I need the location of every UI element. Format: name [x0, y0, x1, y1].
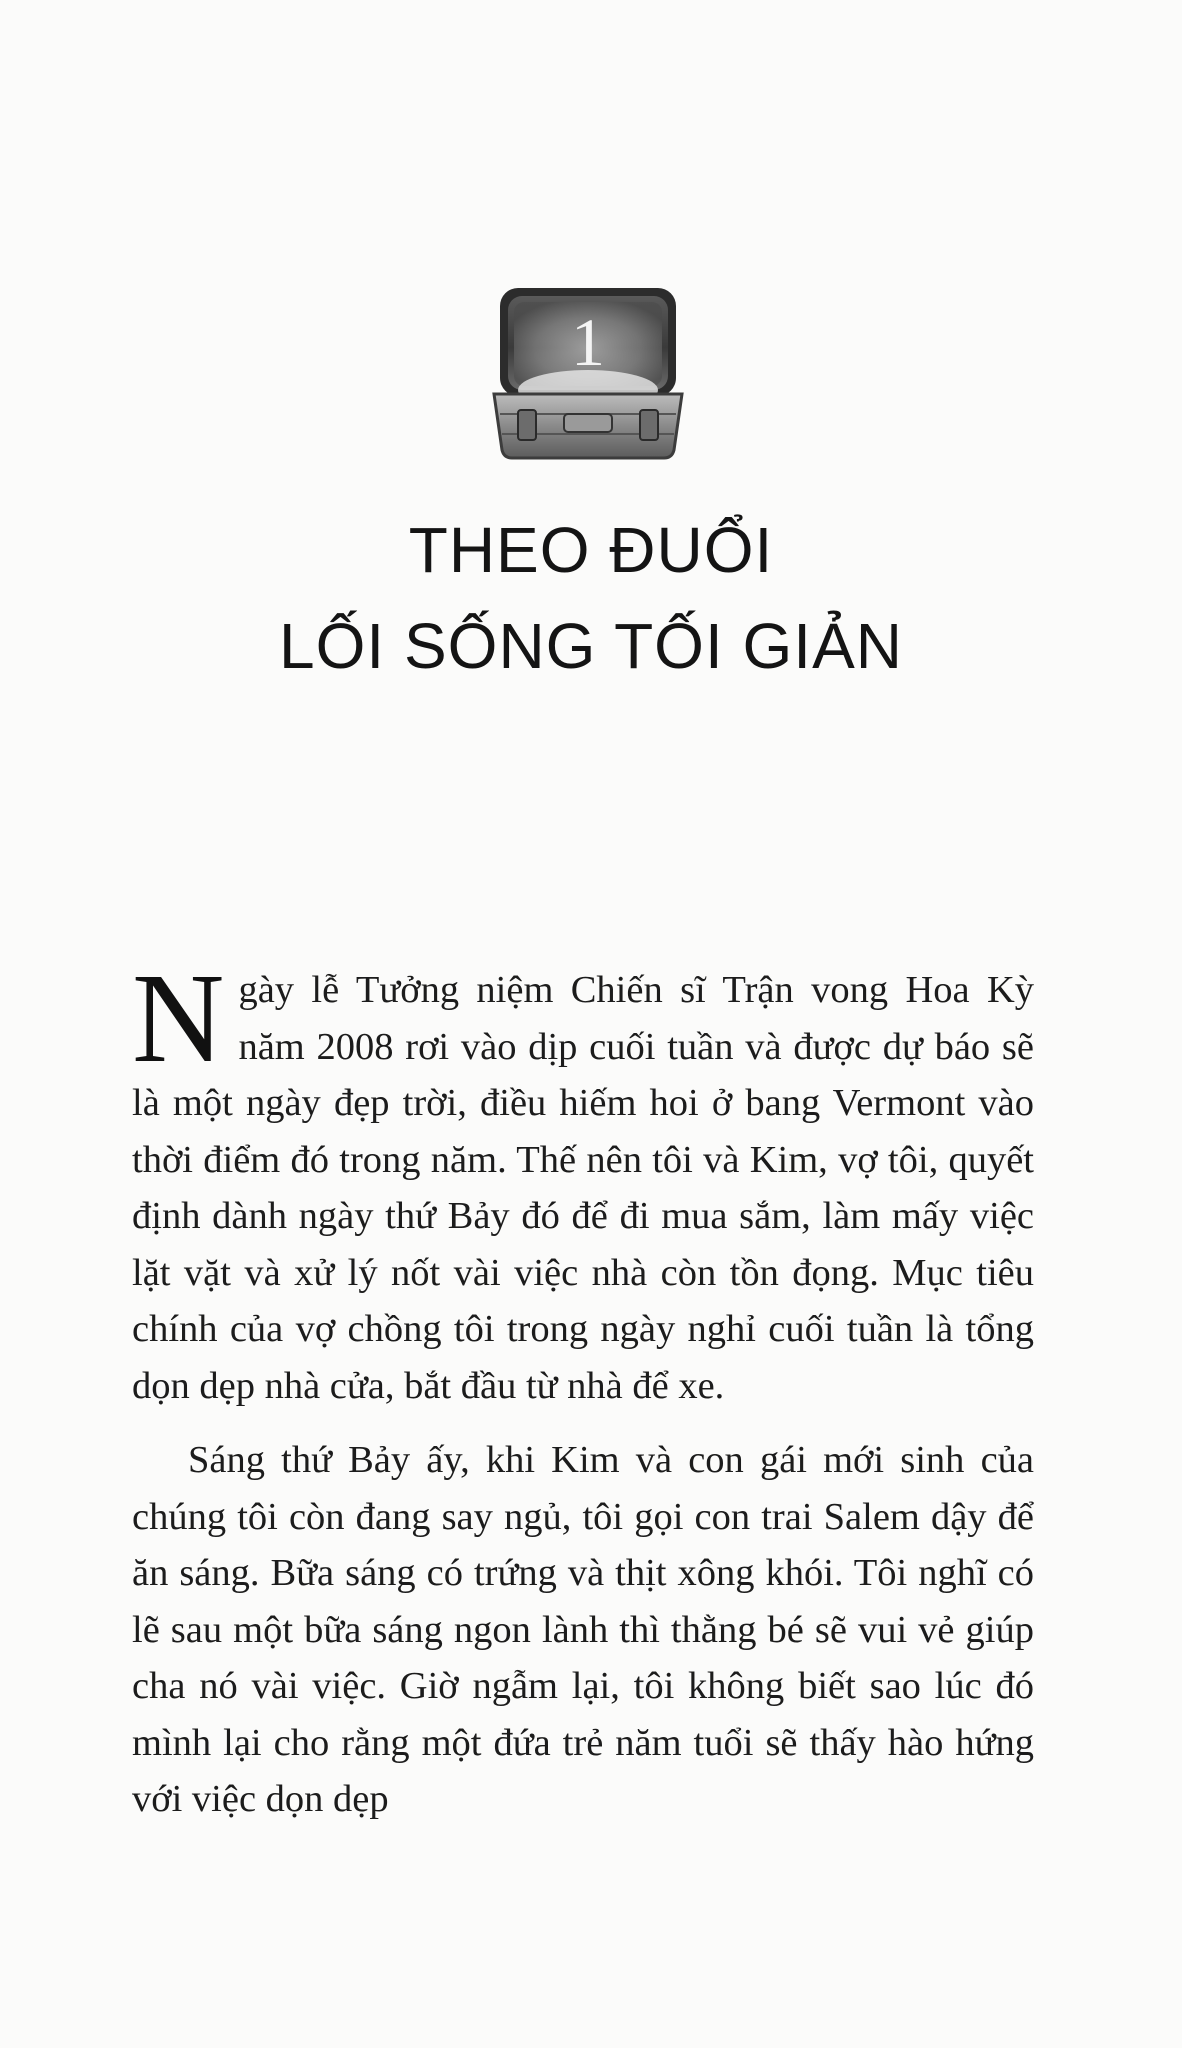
- paragraph-2: Sáng thứ Bảy ấy, khi Kim và con gái mới sinh của chúng tôi còn đang say ngủ, tôi gọi con trai Salem dậy để ăn sáng. Bữa sáng có trứng và thịt xông khói. Tôi nghĩ có lẽ sau một bữa sáng ngon lành thì thằng bé sẽ vui vẻ giúp cha nó vài việc. Giờ ngẫm lại, tôi không biết sao lúc đó mình lại cho rằng một đứa trẻ năm tuổi sẽ thấy hào hứng với việc dọn dẹp: [132, 1439, 1034, 1820]
- chapter-number: 1: [571, 304, 605, 380]
- chapter-title: [120, 502, 1062, 694]
- chapter-emblem: [488, 282, 688, 462]
- chapter-title-line-1: THEO ĐUỔI: [408, 514, 774, 586]
- chapter-title-line-2: LỐI SỐNG TỐI GIẢN: [279, 610, 903, 682]
- chapter-body: [132, 947, 1034, 1828]
- paragraph-1-text: gày lễ Tưởng niệm Chiến sĩ Trận vong Hoa Kỳ năm 2008 rơi vào dịp cuối tuần và được dự báo sẽ là một ngày đẹp trời, điều hiếm hoi ở bang Vermont vào thời điểm đó trong năm. Thế nên tôi và Kim, vợ tôi, quyết định dành ngày thứ Bảy đó để đi mua sắm, làm mấy việc lặt vặt và xử lý nốt vài việc nhà còn tồn đọng. Mục tiêu chính của vợ chồng tôi trong ngày nghỉ cuối tuần là tổng dọn dẹp nhà cửa, bắt đầu từ nhà để xe.: [132, 969, 1034, 1407]
- drop-cap: N: [132, 947, 225, 1089]
- paragraph-1: [132, 947, 1034, 1414]
